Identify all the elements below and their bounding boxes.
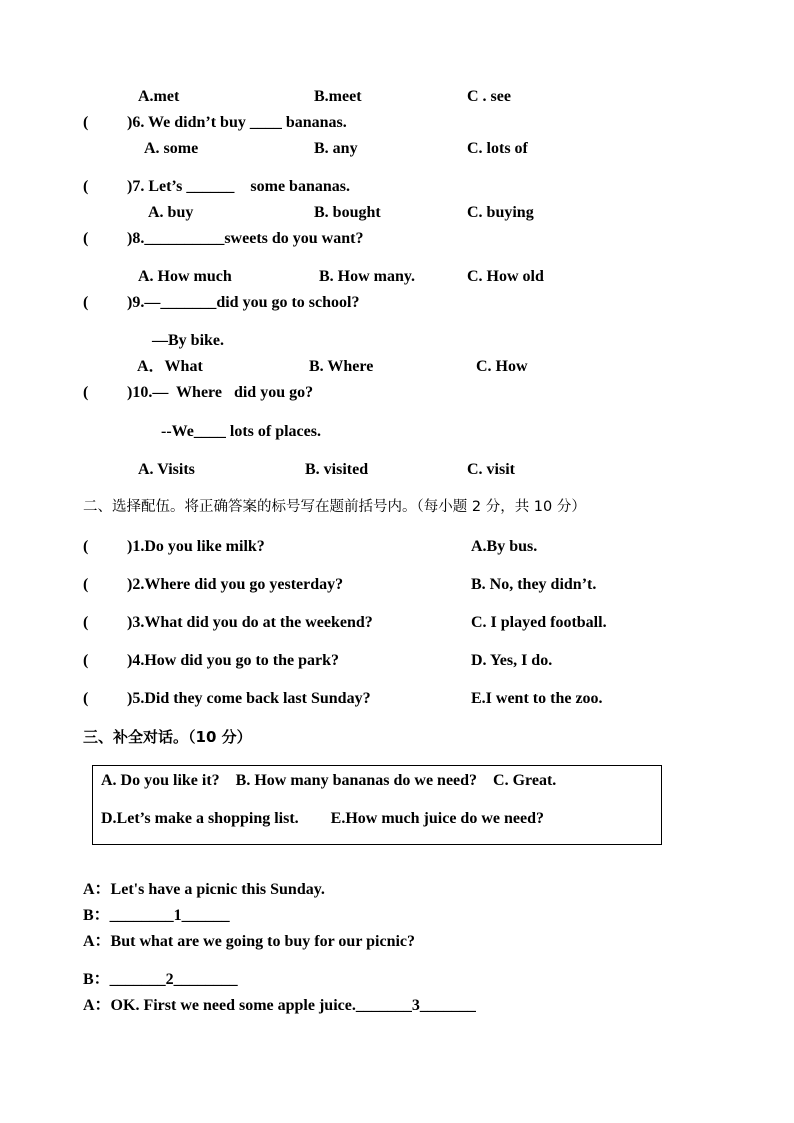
dialogue-line-4: B：_______2________	[83, 971, 238, 988]
q6-option-a: A. some	[144, 140, 199, 157]
dialogue-line-2: B：________1______	[83, 907, 230, 924]
section-2-heading: 二、选择配伍。将正确答案的标号写在题前括号内。（每小题 2 分，共 10 分）	[83, 499, 586, 515]
q5-option-a: A.met	[138, 88, 180, 105]
match-4-answer: D. Yes, I do.	[471, 652, 553, 669]
q7-paren: (	[83, 178, 89, 195]
match-5-answer: E.I went to the zoo.	[471, 690, 603, 707]
match-5-paren: (	[83, 690, 89, 707]
q6-paren: (	[83, 114, 89, 131]
section-3-heading: 三、补全对话。（10 分）	[83, 728, 252, 746]
dialogue-line-1: A：Let's have a picnic this Sunday.	[83, 881, 325, 898]
match-4-question: )4.How did you go to the park?	[127, 652, 340, 669]
q6-option-b: B. any	[314, 140, 358, 157]
dialogue-line-3: A：But what are we going to buy for our picnic?	[83, 933, 416, 950]
match-3-question: )3.What did you do at the weekend?	[127, 614, 373, 631]
q9-option-b: B. Where	[309, 358, 374, 375]
q5-option-b: B.meet	[314, 88, 362, 105]
q5-option-c: C . see	[467, 88, 511, 105]
match-4-paren: (	[83, 652, 89, 669]
q9-paren: (	[83, 294, 89, 311]
q8-option-c: C. How old	[467, 268, 544, 285]
q9-option-c: C. How	[476, 358, 528, 375]
q10-option-b: B. visited	[305, 461, 369, 478]
match-2-question: )2.Where did you go yesterday?	[127, 576, 344, 593]
q9-option-a: A．What	[137, 358, 203, 375]
q9-stem: )9.—_______did you go to school?	[127, 294, 360, 311]
q8-stem: )8.__________sweets do you want?	[127, 230, 364, 247]
q10-stem: )10.— Where did you go?	[127, 384, 314, 401]
q10-option-c: C. visit	[467, 461, 515, 478]
match-2-answer: B. No, they didn’t.	[471, 576, 597, 593]
match-3-paren: (	[83, 614, 89, 631]
q7-option-c: C. buying	[467, 204, 534, 221]
q8-paren: (	[83, 230, 89, 247]
match-3-answer: C. I played football.	[471, 614, 607, 631]
q10-paren: (	[83, 384, 89, 401]
q6-stem: )6. We didn’t buy ____ bananas.	[127, 114, 347, 131]
dialogue-line-5: A：OK. First we need some apple juice._______3_______	[83, 997, 476, 1014]
q7-stem: )7. Let’s ______ some bananas.	[127, 178, 350, 195]
q8-option-a: A. How much	[138, 268, 232, 285]
match-1-question: )1.Do you like milk?	[127, 538, 265, 555]
match-2-paren: (	[83, 576, 89, 593]
q6-option-c: C. lots of	[467, 140, 528, 157]
q10-option-a: A. Visits	[138, 461, 195, 478]
q7-option-a: A. buy	[148, 204, 194, 221]
q10-reply: --We____ lots of places.	[161, 423, 321, 440]
options-box-line-2: D.Let’s make a shopping list. E.How much juice do we need?	[101, 810, 544, 827]
q7-option-b: B. bought	[314, 204, 381, 221]
q9-reply: —By bike.	[152, 332, 225, 349]
q8-option-b: B. How many.	[319, 268, 416, 285]
match-1-paren: (	[83, 538, 89, 555]
match-5-question: )5.Did they come back last Sunday?	[127, 690, 371, 707]
options-box-line-1: A. Do you like it? B. How many bananas do we need? C. Great.	[101, 772, 557, 789]
match-1-answer: A.By bus.	[471, 538, 538, 555]
